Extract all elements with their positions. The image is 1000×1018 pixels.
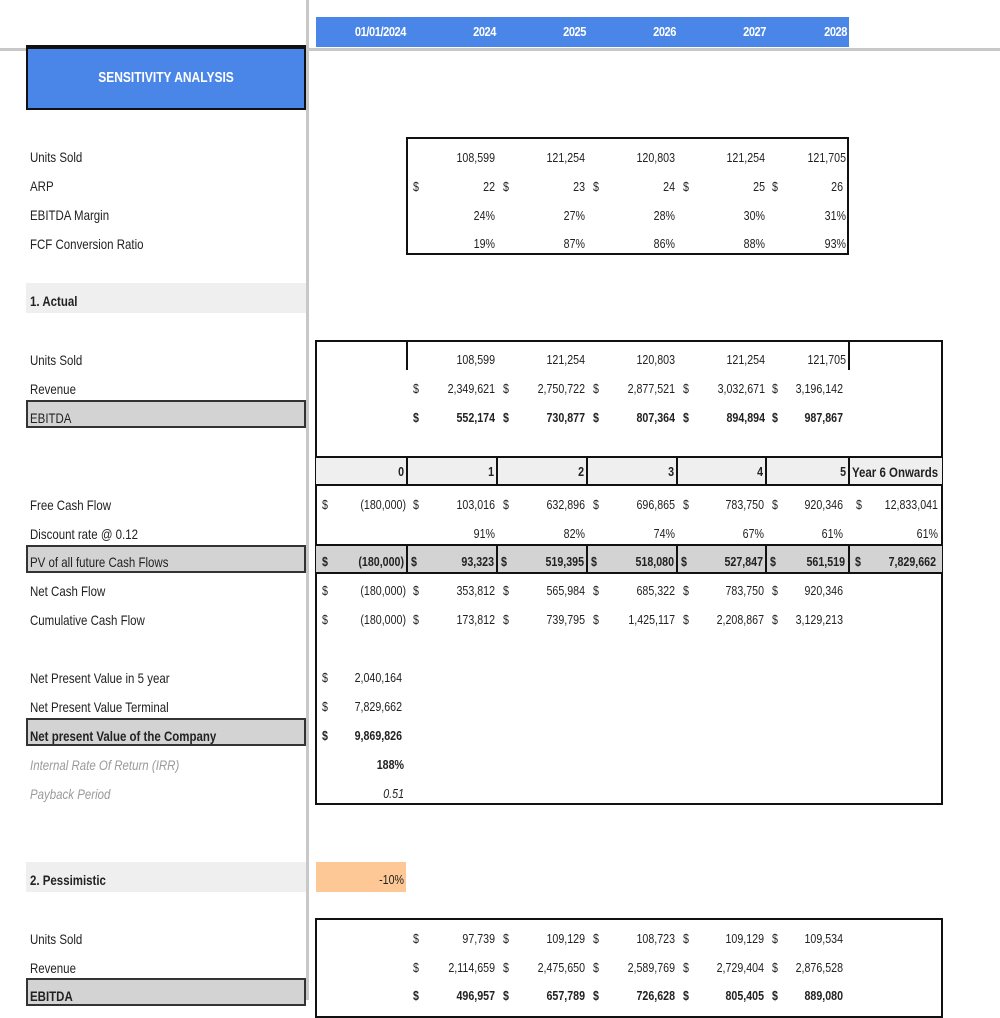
currency-symbol: $: [413, 497, 419, 512]
currency-symbol: $: [772, 179, 778, 194]
label-payback-period: Payback Period: [30, 786, 111, 802]
col-header-2024: 2024: [473, 24, 496, 39]
cell[interactable]: 696,865: [636, 497, 675, 512]
cell[interactable]: 67%: [742, 526, 764, 541]
currency-symbol: $: [855, 554, 861, 569]
label-units-sold: Units Sold: [30, 149, 83, 165]
cell[interactable]: 109,129: [546, 931, 585, 946]
cell[interactable]: (180,000): [360, 497, 406, 512]
currency-symbol: $: [322, 728, 328, 743]
cell[interactable]: 561,519: [806, 554, 845, 569]
cell[interactable]: 121,254: [726, 150, 765, 165]
cell[interactable]: 920,346: [804, 583, 843, 598]
currency-symbol: $: [322, 554, 328, 569]
cell[interactable]: 30%: [743, 208, 765, 223]
cell[interactable]: 173,812: [456, 612, 495, 627]
cell[interactable]: 24: [663, 179, 675, 194]
cell[interactable]: 87%: [563, 236, 585, 251]
currency-symbol: $: [683, 497, 689, 512]
cell[interactable]: 2,876,528: [795, 960, 843, 975]
currency-symbol: $: [322, 612, 328, 627]
cell[interactable]: 805,405: [725, 988, 764, 1003]
label-npv-terminal: Net Present Value Terminal: [30, 699, 169, 715]
cell[interactable]: 121,254: [546, 352, 585, 367]
period-header: 2: [578, 464, 584, 479]
currency-symbol: $: [501, 554, 507, 569]
divider: [765, 545, 767, 573]
cell[interactable]: 121,254: [546, 150, 585, 165]
currency-symbol: $: [593, 410, 599, 425]
label-fcf-conversion: FCF Conversion Ratio: [30, 236, 144, 252]
frozen-column-divider[interactable]: [306, 0, 309, 1000]
cell[interactable]: 783,750: [725, 497, 764, 512]
cell[interactable]: 552,174: [456, 410, 495, 425]
currency-symbol: $: [503, 497, 509, 512]
pessimistic-adjustment-value[interactable]: -10%: [379, 872, 404, 887]
currency-symbol: $: [411, 554, 417, 569]
currency-symbol: $: [772, 497, 778, 512]
cell[interactable]: 23: [573, 179, 585, 194]
currency-symbol: $: [772, 988, 778, 1003]
cell[interactable]: 1,425,117: [628, 612, 675, 627]
cell[interactable]: 88%: [743, 236, 765, 251]
currency-symbol: $: [593, 612, 599, 627]
divider: [406, 457, 408, 485]
cell[interactable]: 920,346: [804, 497, 843, 512]
page-title: SENSITIVITY ANALYSIS: [98, 69, 234, 86]
cell[interactable]: 27%: [563, 208, 585, 223]
currency-symbol: $: [413, 381, 419, 396]
cell[interactable]: 685,322: [636, 583, 675, 598]
cell[interactable]: 730,877: [546, 410, 585, 425]
divider: [676, 457, 678, 485]
cell[interactable]: 726,628: [636, 988, 675, 1003]
cell[interactable]: 3,129,213: [795, 612, 843, 627]
cell[interactable]: 24%: [473, 208, 495, 223]
currency-symbol: $: [683, 583, 689, 598]
currency-symbol: $: [593, 179, 599, 194]
cell[interactable]: 31%: [824, 208, 846, 223]
sensitivity-title-box: [26, 45, 306, 110]
currency-symbol: $: [683, 381, 689, 396]
currency-symbol: $: [683, 612, 689, 627]
cell[interactable]: 783,750: [725, 583, 764, 598]
cell[interactable]: 496,957: [456, 988, 495, 1003]
divider: [765, 457, 767, 485]
currency-symbol: $: [593, 960, 599, 975]
cell[interactable]: 120,803: [636, 352, 675, 367]
currency-symbol: $: [503, 381, 509, 396]
currency-symbol: $: [772, 381, 778, 396]
currency-symbol: $: [772, 931, 778, 946]
cell[interactable]: 2,589,769: [627, 960, 675, 975]
cell[interactable]: 109,129: [725, 931, 764, 946]
cell[interactable]: 3,196,142: [795, 381, 843, 396]
cell[interactable]: 518,080: [635, 554, 674, 569]
cell[interactable]: 22: [483, 179, 495, 194]
currency-symbol: $: [593, 583, 599, 598]
cell[interactable]: 109,534: [804, 931, 843, 946]
currency-symbol: $: [593, 988, 599, 1003]
npv-company-value[interactable]: 9,869,826: [354, 728, 402, 743]
divider: [848, 457, 850, 485]
currency-symbol: $: [683, 179, 689, 194]
cell[interactable]: 889,080: [804, 988, 843, 1003]
cell[interactable]: 519,395: [545, 554, 584, 569]
label-npv-5-year: Net Present Value in 5 year: [30, 670, 170, 686]
cell[interactable]: 2,208,867: [716, 612, 764, 627]
label-revenue: Revenue: [30, 960, 76, 976]
cell[interactable]: 3,032,671: [717, 381, 765, 396]
period-header: 3: [668, 464, 674, 479]
label-ebitda: EBITDA: [30, 410, 72, 426]
currency-symbol: $: [683, 960, 689, 975]
period-header: 0: [398, 464, 404, 479]
divider: [848, 342, 850, 370]
label-discount-rate: Discount rate @ 0.12: [30, 526, 139, 542]
currency-symbol: $: [591, 554, 597, 569]
period-header: 1: [488, 464, 494, 479]
cell[interactable]: 565,984: [546, 583, 585, 598]
currency-symbol: $: [413, 179, 419, 194]
col-header-date: 01/01/2024: [354, 24, 406, 39]
npv-5-year-value[interactable]: 2,040,164: [354, 670, 402, 685]
label-units-sold: Units Sold: [30, 931, 83, 947]
cell[interactable]: 2,750,722: [537, 381, 585, 396]
currency-symbol: $: [681, 554, 687, 569]
label-arp: ARP: [30, 178, 54, 194]
currency-symbol: $: [503, 179, 509, 194]
divider: [496, 457, 498, 485]
currency-symbol: $: [770, 554, 776, 569]
col-header-2027: 2027: [743, 24, 766, 39]
currency-symbol: $: [413, 988, 419, 1003]
cell[interactable]: 61%: [821, 526, 843, 541]
currency-symbol: $: [772, 612, 778, 627]
label-ebitda: EBITDA: [30, 988, 73, 1004]
currency-symbol: $: [772, 410, 778, 425]
currency-symbol: $: [683, 988, 689, 1003]
label-net-cash-flow: Net Cash Flow: [30, 583, 106, 599]
cell[interactable]: 82%: [563, 526, 585, 541]
cell[interactable]: 25: [753, 179, 765, 194]
divider: [676, 545, 678, 573]
cell[interactable]: 657,789: [546, 988, 585, 1003]
payback-value[interactable]: 0.51: [383, 786, 404, 801]
period-header: 4: [757, 464, 763, 479]
cell[interactable]: 61%: [916, 526, 938, 541]
currency-symbol: $: [772, 583, 778, 598]
currency-symbol: $: [593, 381, 599, 396]
cell[interactable]: 103,016: [456, 497, 495, 512]
cell[interactable]: 108,723: [636, 931, 675, 946]
cell[interactable]: 121,705: [807, 150, 846, 165]
section-actual-label: 1. Actual: [30, 293, 78, 309]
label-revenue: Revenue: [30, 381, 76, 397]
cell[interactable]: 2,729,404: [716, 960, 764, 975]
cell[interactable]: 93%: [824, 236, 846, 251]
cell[interactable]: 527,847: [724, 554, 763, 569]
cell[interactable]: 121,254: [726, 352, 765, 367]
currency-symbol: $: [503, 612, 509, 627]
npv-terminal-value[interactable]: 7,829,662: [354, 699, 402, 714]
cell[interactable]: 26: [831, 179, 843, 194]
cell[interactable]: 632,896: [546, 497, 585, 512]
cell[interactable]: 12,833,041: [884, 497, 938, 512]
currency-symbol: $: [413, 960, 419, 975]
irr-value[interactable]: 188%: [376, 757, 404, 772]
currency-symbol: $: [856, 497, 862, 512]
cell[interactable]: (180,000): [358, 554, 404, 569]
currency-symbol: $: [413, 931, 419, 946]
currency-symbol: $: [503, 960, 509, 975]
col-header-2025: 2025: [563, 24, 586, 39]
cell[interactable]: 987,867: [804, 410, 843, 425]
currency-symbol: $: [683, 410, 689, 425]
currency-symbol: $: [413, 612, 419, 627]
label-free-cash-flow: Free Cash Flow: [30, 497, 112, 513]
cell[interactable]: 353,812: [456, 583, 495, 598]
year-header-band: [316, 17, 849, 47]
cell[interactable]: 74%: [653, 526, 675, 541]
cell[interactable]: 121,705: [807, 352, 846, 367]
currency-symbol: $: [503, 583, 509, 598]
currency-symbol: $: [322, 497, 328, 512]
cell[interactable]: 739,795: [546, 612, 585, 627]
cell[interactable]: 2,349,621: [447, 381, 495, 396]
divider: [586, 457, 588, 485]
cell[interactable]: 19%: [473, 236, 495, 251]
currency-symbol: $: [503, 410, 509, 425]
currency-symbol: $: [413, 410, 419, 425]
divider: [406, 342, 408, 370]
cell[interactable]: 28%: [653, 208, 675, 223]
divider: [406, 545, 408, 573]
currency-symbol: $: [593, 931, 599, 946]
label-npv-company: Net present Value of the Company: [30, 728, 217, 744]
currency-symbol: $: [413, 583, 419, 598]
cell[interactable]: 120,803: [636, 150, 675, 165]
cell[interactable]: 97,739: [462, 931, 495, 946]
cell[interactable]: 91%: [473, 526, 495, 541]
section-pessimistic-label: 2. Pessimistic: [30, 872, 106, 888]
divider: [496, 545, 498, 573]
label-irr: Internal Rate Of Return (IRR): [30, 757, 180, 773]
currency-symbol: $: [503, 931, 509, 946]
period-header: Year 6 Onwards: [852, 464, 939, 480]
currency-symbol: $: [322, 583, 328, 598]
label-units-sold: Units Sold: [30, 352, 83, 368]
cell[interactable]: 108,599: [456, 150, 495, 165]
cell[interactable]: 2,114,659: [448, 960, 495, 975]
cell[interactable]: 807,364: [636, 410, 675, 425]
col-header-2026: 2026: [653, 24, 676, 39]
currency-symbol: $: [683, 931, 689, 946]
currency-symbol: $: [322, 699, 328, 714]
divider: [848, 545, 850, 573]
cell[interactable]: 93,323: [461, 554, 494, 569]
period-header: 5: [840, 464, 846, 479]
divider: [586, 545, 588, 573]
cell[interactable]: 86%: [653, 236, 675, 251]
cell[interactable]: (180,000): [360, 612, 406, 627]
currency-symbol: $: [322, 670, 328, 685]
cell[interactable]: 894,894: [726, 410, 765, 425]
currency-symbol: $: [593, 497, 599, 512]
currency-symbol: $: [772, 960, 778, 975]
col-header-2028: 2028: [824, 24, 847, 39]
cell[interactable]: 2,877,521: [627, 381, 675, 396]
cell[interactable]: 2,475,650: [537, 960, 585, 975]
label-ebitda-margin: EBITDA Margin: [30, 207, 110, 223]
cell[interactable]: (180,000): [360, 583, 406, 598]
label-pv-future-cash-flows: PV of all future Cash Flows: [30, 554, 169, 570]
cell[interactable]: 7,829,662: [888, 554, 936, 569]
currency-symbol: $: [503, 988, 509, 1003]
cell[interactable]: 108,599: [456, 352, 495, 367]
label-cumulative-cash-flow: Cumulative Cash Flow: [30, 612, 145, 628]
